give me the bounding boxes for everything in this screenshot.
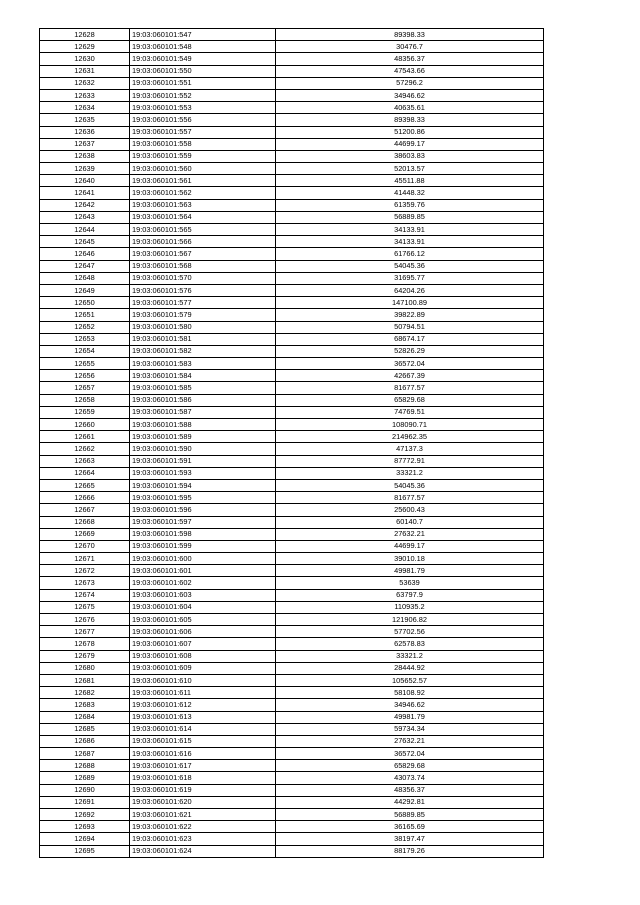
- cadastral-number-cell: 19:03:060101:597: [130, 516, 276, 528]
- cadastral-number-cell: 19:03:060101:590: [130, 443, 276, 455]
- row-number-cell: 12695: [40, 845, 130, 857]
- row-number-cell: 12672: [40, 565, 130, 577]
- table-row: [40, 284, 544, 296]
- table-row: [40, 431, 544, 443]
- row-number-cell: 12636: [40, 126, 130, 138]
- row-number-cell: 12646: [40, 248, 130, 260]
- cadastral-number-cell: 19:03:060101:617: [130, 760, 276, 772]
- value-cell: 38197.47: [276, 833, 544, 845]
- row-number-cell: 12691: [40, 796, 130, 808]
- row-number-cell: 12662: [40, 443, 130, 455]
- table-row: [40, 272, 544, 284]
- cadastral-number-cell: 19:03:060101:557: [130, 126, 276, 138]
- table-row: [40, 589, 544, 601]
- table-row: [40, 114, 544, 126]
- cadastral-number-cell: 19:03:060101:547: [130, 29, 276, 41]
- cadastral-number-cell: 19:03:060101:576: [130, 284, 276, 296]
- row-number-cell: 12661: [40, 431, 130, 443]
- table-row: [40, 394, 544, 406]
- row-number-cell: 12642: [40, 199, 130, 211]
- row-number-cell: 12689: [40, 772, 130, 784]
- cadastral-number-cell: 19:03:060101:584: [130, 370, 276, 382]
- value-cell: 54045.36: [276, 260, 544, 272]
- table-row: [40, 638, 544, 650]
- value-cell: 68674.17: [276, 333, 544, 345]
- value-cell: 33321.2: [276, 467, 544, 479]
- row-number-cell: 12659: [40, 406, 130, 418]
- table-row: [40, 796, 544, 808]
- cadastral-number-cell: 19:03:060101:551: [130, 77, 276, 89]
- row-number-cell: 12678: [40, 638, 130, 650]
- cadastral-number-cell: 19:03:060101:596: [130, 504, 276, 516]
- value-cell: 40635.61: [276, 102, 544, 114]
- cadastral-number-cell: 19:03:060101:553: [130, 102, 276, 114]
- cadastral-number-cell: 19:03:060101:565: [130, 224, 276, 236]
- row-number-cell: 12690: [40, 784, 130, 796]
- value-cell: 56889.85: [276, 809, 544, 821]
- value-cell: 110935.2: [276, 601, 544, 613]
- table-row: [40, 224, 544, 236]
- cadastral-number-cell: 19:03:060101:622: [130, 821, 276, 833]
- row-number-cell: 12634: [40, 102, 130, 114]
- row-number-cell: 12656: [40, 370, 130, 382]
- cadastral-number-cell: 19:03:060101:562: [130, 187, 276, 199]
- table-row: [40, 565, 544, 577]
- table-row: [40, 260, 544, 272]
- cadastral-number-cell: 19:03:060101:606: [130, 626, 276, 638]
- row-number-cell: 12650: [40, 297, 130, 309]
- table-row: [40, 821, 544, 833]
- cadastral-number-cell: 19:03:060101:613: [130, 711, 276, 723]
- table-row: [40, 516, 544, 528]
- table-row: [40, 150, 544, 162]
- table-row: [40, 479, 544, 491]
- table-row: [40, 309, 544, 321]
- table-row: [40, 211, 544, 223]
- row-number-cell: 12686: [40, 735, 130, 747]
- row-number-cell: 12640: [40, 175, 130, 187]
- table-row: [40, 248, 544, 260]
- cadastral-number-cell: 19:03:060101:581: [130, 333, 276, 345]
- cadastral-number-cell: 19:03:060101:616: [130, 748, 276, 760]
- table-row: [40, 443, 544, 455]
- value-cell: 58108.92: [276, 687, 544, 699]
- cadastral-number-cell: 19:03:060101:621: [130, 809, 276, 821]
- table-row: [40, 175, 544, 187]
- value-cell: 61766.12: [276, 248, 544, 260]
- table-row: [40, 321, 544, 333]
- row-number-cell: 12638: [40, 150, 130, 162]
- value-cell: 42667.39: [276, 370, 544, 382]
- row-number-cell: 12653: [40, 333, 130, 345]
- value-cell: 65829.68: [276, 394, 544, 406]
- cadastral-number-cell: 19:03:060101:605: [130, 614, 276, 626]
- row-number-cell: 12639: [40, 163, 130, 175]
- row-number-cell: 12692: [40, 809, 130, 821]
- row-number-cell: 12685: [40, 723, 130, 735]
- cadastral-number-cell: 19:03:060101:567: [130, 248, 276, 260]
- value-cell: 39822.89: [276, 309, 544, 321]
- value-cell: 48356.37: [276, 53, 544, 65]
- value-cell: 36165.69: [276, 821, 544, 833]
- value-cell: 89398.33: [276, 29, 544, 41]
- row-number-cell: 12680: [40, 662, 130, 674]
- value-cell: 34133.91: [276, 236, 544, 248]
- row-number-cell: 12665: [40, 479, 130, 491]
- table-row: [40, 540, 544, 552]
- row-number-cell: 12644: [40, 224, 130, 236]
- value-cell: 214962.35: [276, 431, 544, 443]
- table-row: [40, 65, 544, 77]
- cadastral-number-cell: 19:03:060101:552: [130, 89, 276, 101]
- cadastral-number-cell: 19:03:060101:570: [130, 272, 276, 284]
- table-body: [40, 29, 544, 858]
- value-cell: 87772.91: [276, 455, 544, 467]
- table-row: [40, 748, 544, 760]
- row-number-cell: 12693: [40, 821, 130, 833]
- cadastral-number-cell: 19:03:060101:610: [130, 674, 276, 686]
- cadastral-number-cell: 19:03:060101:602: [130, 577, 276, 589]
- table-row: [40, 650, 544, 662]
- cadastral-number-cell: 19:03:060101:587: [130, 406, 276, 418]
- table-row: [40, 358, 544, 370]
- row-number-cell: 12629: [40, 41, 130, 53]
- value-cell: 36572.04: [276, 358, 544, 370]
- value-cell: 89398.33: [276, 114, 544, 126]
- table-row: [40, 187, 544, 199]
- cadastral-number-cell: 19:03:060101:563: [130, 199, 276, 211]
- row-number-cell: 12670: [40, 540, 130, 552]
- value-cell: 48356.37: [276, 784, 544, 796]
- table-row: [40, 455, 544, 467]
- value-cell: 53639: [276, 577, 544, 589]
- cadastral-number-cell: 19:03:060101:598: [130, 528, 276, 540]
- value-cell: 31695.77: [276, 272, 544, 284]
- value-cell: 38603.83: [276, 150, 544, 162]
- row-number-cell: 12675: [40, 601, 130, 613]
- row-number-cell: 12645: [40, 236, 130, 248]
- value-cell: 62578.83: [276, 638, 544, 650]
- value-cell: 57702.56: [276, 626, 544, 638]
- cadastral-number-cell: 19:03:060101:582: [130, 345, 276, 357]
- table-row: [40, 687, 544, 699]
- value-cell: 33321.2: [276, 650, 544, 662]
- table-row: [40, 126, 544, 138]
- table-row: [40, 370, 544, 382]
- cadastral-number-cell: 19:03:060101:591: [130, 455, 276, 467]
- value-cell: 52826.29: [276, 345, 544, 357]
- cadastral-number-cell: 19:03:060101:579: [130, 309, 276, 321]
- value-cell: 61359.76: [276, 199, 544, 211]
- cadastral-number-cell: 19:03:060101:609: [130, 662, 276, 674]
- value-cell: 36572.04: [276, 748, 544, 760]
- cadastral-number-cell: 19:03:060101:588: [130, 419, 276, 431]
- row-number-cell: 12671: [40, 553, 130, 565]
- cadastral-number-cell: 19:03:060101:564: [130, 211, 276, 223]
- row-number-cell: 12676: [40, 614, 130, 626]
- cadastral-number-cell: 19:03:060101:593: [130, 467, 276, 479]
- value-cell: 25600.43: [276, 504, 544, 516]
- table-row: [40, 199, 544, 211]
- value-cell: 27632.21: [276, 735, 544, 747]
- value-cell: 121906.82: [276, 614, 544, 626]
- row-number-cell: 12673: [40, 577, 130, 589]
- row-number-cell: 12669: [40, 528, 130, 540]
- table-row: [40, 662, 544, 674]
- value-cell: 60140.7: [276, 516, 544, 528]
- cadastral-number-cell: 19:03:060101:560: [130, 163, 276, 175]
- row-number-cell: 12679: [40, 650, 130, 662]
- row-number-cell: 12631: [40, 65, 130, 77]
- row-number-cell: 12684: [40, 711, 130, 723]
- table-row: [40, 138, 544, 150]
- cadastral-number-cell: 19:03:060101:599: [130, 540, 276, 552]
- row-number-cell: 12648: [40, 272, 130, 284]
- value-cell: 108090.71: [276, 419, 544, 431]
- table-row: [40, 504, 544, 516]
- cadastral-number-cell: 19:03:060101:561: [130, 175, 276, 187]
- row-number-cell: 12632: [40, 77, 130, 89]
- cadastral-number-cell: 19:03:060101:550: [130, 65, 276, 77]
- table-row: [40, 89, 544, 101]
- value-cell: 30476.7: [276, 41, 544, 53]
- table-row: [40, 29, 544, 41]
- row-number-cell: 12657: [40, 382, 130, 394]
- row-number-cell: 12643: [40, 211, 130, 223]
- row-number-cell: 12682: [40, 687, 130, 699]
- row-number-cell: 12668: [40, 516, 130, 528]
- cadastral-value-table: [39, 28, 544, 858]
- cadastral-number-cell: 19:03:060101:623: [130, 833, 276, 845]
- table-row: [40, 760, 544, 772]
- row-number-cell: 12649: [40, 284, 130, 296]
- value-cell: 34133.91: [276, 224, 544, 236]
- value-cell: 44699.17: [276, 540, 544, 552]
- row-number-cell: 12652: [40, 321, 130, 333]
- table-row: [40, 553, 544, 565]
- value-cell: 81677.57: [276, 382, 544, 394]
- row-number-cell: 12663: [40, 455, 130, 467]
- table-row: [40, 528, 544, 540]
- cadastral-number-cell: 19:03:060101:594: [130, 479, 276, 491]
- table-row: [40, 626, 544, 638]
- value-cell: 59734.34: [276, 723, 544, 735]
- value-cell: 147100.89: [276, 297, 544, 309]
- table-row: [40, 163, 544, 175]
- cadastral-number-cell: 19:03:060101:614: [130, 723, 276, 735]
- table-row: [40, 297, 544, 309]
- row-number-cell: 12655: [40, 358, 130, 370]
- table-row: [40, 467, 544, 479]
- value-cell: 43073.74: [276, 772, 544, 784]
- row-number-cell: 12694: [40, 833, 130, 845]
- table-row: [40, 711, 544, 723]
- cadastral-number-cell: 19:03:060101:568: [130, 260, 276, 272]
- table-row: [40, 614, 544, 626]
- cadastral-number-cell: 19:03:060101:608: [130, 650, 276, 662]
- row-number-cell: 12635: [40, 114, 130, 126]
- row-number-cell: 12681: [40, 674, 130, 686]
- table-row: [40, 674, 544, 686]
- row-number-cell: 12654: [40, 345, 130, 357]
- table-row: [40, 333, 544, 345]
- value-cell: 41448.32: [276, 187, 544, 199]
- cadastral-number-cell: 19:03:060101:601: [130, 565, 276, 577]
- cadastral-number-cell: 19:03:060101:620: [130, 796, 276, 808]
- value-cell: 49981.79: [276, 565, 544, 577]
- value-cell: 51200.86: [276, 126, 544, 138]
- table-row: [40, 406, 544, 418]
- table-row: [40, 492, 544, 504]
- value-cell: 74769.51: [276, 406, 544, 418]
- table-row: [40, 53, 544, 65]
- row-number-cell: 12677: [40, 626, 130, 638]
- row-number-cell: 12641: [40, 187, 130, 199]
- value-cell: 64204.26: [276, 284, 544, 296]
- value-cell: 39010.18: [276, 553, 544, 565]
- cadastral-number-cell: 19:03:060101:603: [130, 589, 276, 601]
- cadastral-number-cell: 19:03:060101:619: [130, 784, 276, 796]
- table-row: [40, 41, 544, 53]
- cadastral-number-cell: 19:03:060101:611: [130, 687, 276, 699]
- table-row: [40, 345, 544, 357]
- cadastral-number-cell: 19:03:060101:566: [130, 236, 276, 248]
- value-cell: 52013.57: [276, 163, 544, 175]
- table-row: [40, 809, 544, 821]
- cadastral-number-cell: 19:03:060101:595: [130, 492, 276, 504]
- cadastral-number-cell: 19:03:060101:612: [130, 699, 276, 711]
- value-cell: 54045.36: [276, 479, 544, 491]
- cadastral-number-cell: 19:03:060101:580: [130, 321, 276, 333]
- table-row: [40, 735, 544, 747]
- cadastral-number-cell: 19:03:060101:604: [130, 601, 276, 613]
- row-number-cell: 12667: [40, 504, 130, 516]
- cadastral-number-cell: 19:03:060101:615: [130, 735, 276, 747]
- value-cell: 44699.17: [276, 138, 544, 150]
- cadastral-number-cell: 19:03:060101:624: [130, 845, 276, 857]
- table-row: [40, 382, 544, 394]
- value-cell: 34946.62: [276, 699, 544, 711]
- value-cell: 49981.79: [276, 711, 544, 723]
- value-cell: 88179.26: [276, 845, 544, 857]
- table-row: [40, 833, 544, 845]
- cadastral-number-cell: 19:03:060101:549: [130, 53, 276, 65]
- value-cell: 34946.62: [276, 89, 544, 101]
- cadastral-number-cell: 19:03:060101:600: [130, 553, 276, 565]
- row-number-cell: 12687: [40, 748, 130, 760]
- cadastral-number-cell: 19:03:060101:618: [130, 772, 276, 784]
- table-row: [40, 419, 544, 431]
- table-row: [40, 784, 544, 796]
- cadastral-number-cell: 19:03:060101:585: [130, 382, 276, 394]
- value-cell: 63797.9: [276, 589, 544, 601]
- value-cell: 44292.81: [276, 796, 544, 808]
- cadastral-number-cell: 19:03:060101:577: [130, 297, 276, 309]
- row-number-cell: 12666: [40, 492, 130, 504]
- row-number-cell: 12658: [40, 394, 130, 406]
- row-number-cell: 12630: [40, 53, 130, 65]
- cadastral-number-cell: 19:03:060101:586: [130, 394, 276, 406]
- cadastral-number-cell: 19:03:060101:607: [130, 638, 276, 650]
- cadastral-number-cell: 19:03:060101:559: [130, 150, 276, 162]
- value-cell: 50794.51: [276, 321, 544, 333]
- value-cell: 105652.57: [276, 674, 544, 686]
- value-cell: 57296.2: [276, 77, 544, 89]
- cadastral-number-cell: 19:03:060101:589: [130, 431, 276, 443]
- row-number-cell: 12633: [40, 89, 130, 101]
- row-number-cell: 12637: [40, 138, 130, 150]
- table-row: [40, 772, 544, 784]
- value-cell: 47137.3: [276, 443, 544, 455]
- row-number-cell: 12683: [40, 699, 130, 711]
- row-number-cell: 12674: [40, 589, 130, 601]
- value-cell: 45511.88: [276, 175, 544, 187]
- table-row: [40, 102, 544, 114]
- value-cell: 56889.85: [276, 211, 544, 223]
- table-row: [40, 723, 544, 735]
- value-cell: 81677.57: [276, 492, 544, 504]
- table-row: [40, 236, 544, 248]
- table-row: [40, 577, 544, 589]
- table-row: [40, 77, 544, 89]
- table-row: [40, 601, 544, 613]
- value-cell: 28444.92: [276, 662, 544, 674]
- table-row: [40, 699, 544, 711]
- value-cell: 65829.68: [276, 760, 544, 772]
- row-number-cell: 12647: [40, 260, 130, 272]
- cadastral-number-cell: 19:03:060101:548: [130, 41, 276, 53]
- row-number-cell: 12651: [40, 309, 130, 321]
- row-number-cell: 12660: [40, 419, 130, 431]
- cadastral-number-cell: 19:03:060101:583: [130, 358, 276, 370]
- cadastral-number-cell: 19:03:060101:558: [130, 138, 276, 150]
- row-number-cell: 12688: [40, 760, 130, 772]
- table-row: [40, 845, 544, 857]
- value-cell: 47543.66: [276, 65, 544, 77]
- cadastral-number-cell: 19:03:060101:556: [130, 114, 276, 126]
- value-cell: 27632.21: [276, 528, 544, 540]
- row-number-cell: 12628: [40, 29, 130, 41]
- row-number-cell: 12664: [40, 467, 130, 479]
